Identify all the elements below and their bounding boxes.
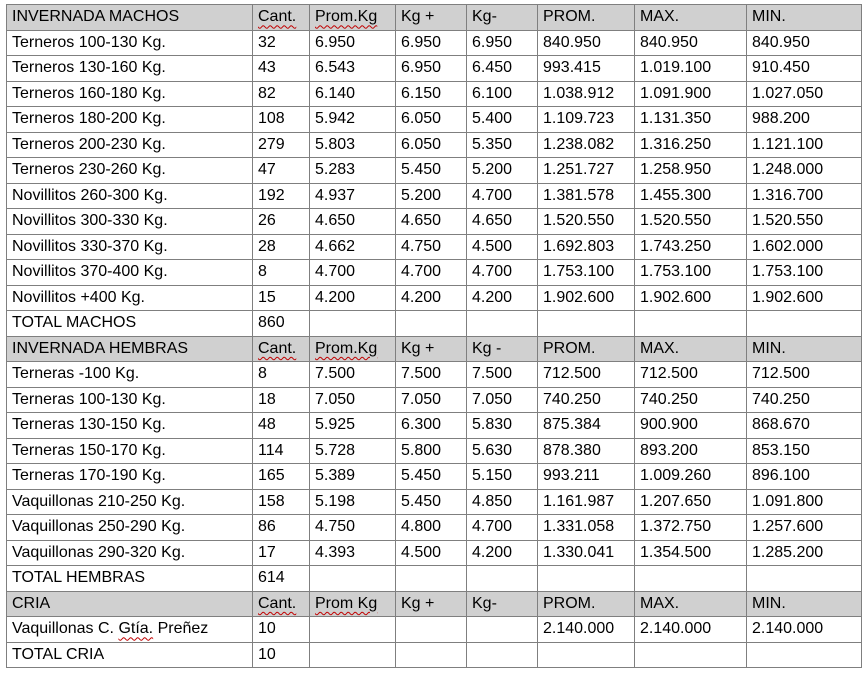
cell-prom-kg: 6.543 [310,56,396,82]
cell-cant: 47 [253,158,310,184]
cell-cant: 10 [253,617,310,643]
cell-prom-kg: 4.937 [310,183,396,209]
column-header-cant-text: Cant. [258,339,297,357]
cell-prom: 1.692.803 [538,234,635,260]
cell-min: 740.250 [747,387,862,413]
total-row [7,642,862,668]
cell-empty [396,311,467,337]
cell-prom: 1.251.727 [538,158,635,184]
row-label: Terneras 130-150 Kg. [7,413,253,439]
column-header-kg-minus: Kg- [467,5,538,31]
cell-kg-minus: 7.500 [467,362,538,388]
cell-max: 740.250 [635,387,747,413]
section-title: INVERNADA HEMBRAS [7,336,253,362]
cell-min: 1.248.000 [747,158,862,184]
cell-empty [747,311,862,337]
cell-kg-minus: 4.650 [467,209,538,235]
cell-min: 1.121.100 [747,132,862,158]
row-label: Terneros 160-180 Kg. [7,81,253,107]
cell-kg-plus: 7.500 [396,362,467,388]
cell-cant: 114 [253,438,310,464]
cell-min: 1.753.100 [747,260,862,286]
section-header-row [7,591,862,617]
cell-prom: 740.250 [538,387,635,413]
cell-min: 910.450 [747,56,862,82]
total-label: TOTAL MACHOS [7,311,253,337]
cell-kg-plus: 6.300 [396,413,467,439]
table-row [7,438,862,464]
cell-empty [467,566,538,592]
column-header-kg-minus: Kg - [467,336,538,362]
cell-kg-plus: 5.800 [396,438,467,464]
cell-max: 840.950 [635,30,747,56]
cell-empty [310,311,396,337]
cell-kg-minus: 4.200 [467,540,538,566]
column-header-prom-kg-text: Prom Kg [315,594,378,612]
cell-prom: 878.380 [538,438,635,464]
cell-empty [396,642,467,668]
cell-kg-plus: 6.050 [396,107,467,133]
cell-prom: 1.753.100 [538,260,635,286]
cell-kg-minus: 4.700 [467,260,538,286]
row-label: Vaquillonas 250-290 Kg. [7,515,253,541]
cell-prom-kg: 6.140 [310,81,396,107]
cell-kg-minus: 5.350 [467,132,538,158]
cell-kg-minus: 4.500 [467,234,538,260]
cell-prom-kg: 4.700 [310,260,396,286]
cell-empty [538,566,635,592]
row-label-part: Vaquillonas C. [12,620,119,638]
row-label: Vaquillonas 210-250 Kg. [7,489,253,515]
table-row [7,540,862,566]
column-header-max: MAX. [635,591,747,617]
cell-prom-kg: 5.803 [310,132,396,158]
cattle-price-table [6,4,862,668]
cell-kg-plus: 5.450 [396,158,467,184]
cell-prom-kg: 4.200 [310,285,396,311]
total-value: 10 [253,642,310,668]
cell-prom-kg: 5.942 [310,107,396,133]
cell-prom-kg: 4.750 [310,515,396,541]
cell-kg-plus: 4.800 [396,515,467,541]
cell-max: 1.207.650 [635,489,747,515]
document-page [6,4,862,668]
cell-kg-plus: 5.200 [396,183,467,209]
cell-kg-plus: 6.950 [396,30,467,56]
cell-empty [538,642,635,668]
cell-cant: 26 [253,209,310,235]
cell-cant: 17 [253,540,310,566]
cell-max: 1.316.250 [635,132,747,158]
column-header-prom-kg [310,336,396,362]
cell-empty [310,566,396,592]
column-header-min: MIN. [747,5,862,31]
cell-kg-minus: 5.830 [467,413,538,439]
column-header-kg-plus: Kg + [396,5,467,31]
row-label: Terneras 150-170 Kg. [7,438,253,464]
column-header-prom-kg-text: Prom.Kg [315,8,378,26]
row-label [7,617,253,643]
table-row [7,387,862,413]
column-header-cant-text: Cant. [258,8,297,26]
row-label: Terneras -100 Kg. [7,362,253,388]
table-row [7,132,862,158]
total-value: 614 [253,566,310,592]
cell-max: 1.520.550 [635,209,747,235]
cell-prom: 1.161.987 [538,489,635,515]
total-label: TOTAL HEMBRAS [7,566,253,592]
column-header-min: MIN. [747,336,862,362]
cell-min: 1.902.600 [747,285,862,311]
cell-kg-minus: 5.150 [467,464,538,490]
column-header-kg-minus: Kg- [467,591,538,617]
table-row [7,285,862,311]
table-row [7,489,862,515]
cell-prom: 1.238.082 [538,132,635,158]
cell-kg-minus: 4.200 [467,285,538,311]
section-title: INVERNADA MACHOS [7,5,253,31]
table-row [7,464,862,490]
cell-cant: 158 [253,489,310,515]
cell-cant: 82 [253,81,310,107]
total-value: 860 [253,311,310,337]
cell-kg-minus: 5.400 [467,107,538,133]
cell-cant: 165 [253,464,310,490]
cell-prom: 1.381.578 [538,183,635,209]
cell-min: 1.316.700 [747,183,862,209]
cell-prom-kg: 5.389 [310,464,396,490]
table-row [7,234,862,260]
cell-prom: 1.038.912 [538,81,635,107]
cell-max: 893.200 [635,438,747,464]
table-row [7,30,862,56]
cell-kg-plus: 4.200 [396,285,467,311]
cell-min: 1.027.050 [747,81,862,107]
cell-prom: 1.902.600 [538,285,635,311]
total-label: TOTAL CRIA [7,642,253,668]
cell-min: 1.285.200 [747,540,862,566]
cell-kg-minus: 7.050 [467,387,538,413]
table-row [7,617,862,643]
cell-prom-kg: 4.662 [310,234,396,260]
row-label: Novillitos 300-330 Kg. [7,209,253,235]
cell-min: 1.257.600 [747,515,862,541]
cell-cant: 43 [253,56,310,82]
column-header-max: MAX. [635,336,747,362]
table-row [7,362,862,388]
cell-kg-plus: 6.150 [396,81,467,107]
row-label-part: Preñez [153,620,209,638]
cell-kg-minus: 4.850 [467,489,538,515]
column-header-cant [253,5,310,31]
cell-empty [396,566,467,592]
row-label: Terneros 100-130 Kg. [7,30,253,56]
cell-min: 840.950 [747,30,862,56]
cell-max: 1.372.750 [635,515,747,541]
cell-prom-kg: 5.728 [310,438,396,464]
cell-min: 868.670 [747,413,862,439]
cell-empty [635,311,747,337]
column-header-max: MAX. [635,5,747,31]
cell-max: 1.258.950 [635,158,747,184]
cell-empty [538,311,635,337]
table-row [7,260,862,286]
cell-max: 1.009.260 [635,464,747,490]
column-header-min: MIN. [747,591,862,617]
cell-kg-minus: 5.200 [467,158,538,184]
cell-prom: 1.331.058 [538,515,635,541]
column-header-prom: PROM. [538,591,635,617]
cell-kg-plus: 5.450 [396,489,467,515]
column-header-cant [253,591,310,617]
cell-kg-plus: 4.750 [396,234,467,260]
cell-max: 1.131.350 [635,107,747,133]
table-row [7,158,862,184]
row-label-part-flagged: Gtía. [118,620,154,638]
cell-min: 853.150 [747,438,862,464]
cell-min: 988.200 [747,107,862,133]
cell-max: 1.753.100 [635,260,747,286]
cell-cant: 28 [253,234,310,260]
row-label: Terneros 180-200 Kg. [7,107,253,133]
column-header-cant [253,336,310,362]
cell-min: 896.100 [747,464,862,490]
table-row [7,209,862,235]
cell-min: 1.091.800 [747,489,862,515]
cell-prom-kg: 5.283 [310,158,396,184]
column-header-prom-kg-text: Prom.Kg [315,339,378,357]
cell-max: 712.500 [635,362,747,388]
row-label: Vaquillonas 290-320 Kg. [7,540,253,566]
row-label: Terneras 170-190 Kg. [7,464,253,490]
total-row [7,311,862,337]
cell-prom: 993.415 [538,56,635,82]
cell-kg-plus-empty [396,617,467,643]
cell-kg-minus: 6.950 [467,30,538,56]
section-title: CRIA [7,591,253,617]
cell-kg-plus: 6.950 [396,56,467,82]
cell-min: 2.140.000 [747,617,862,643]
section-header-row [7,5,862,31]
cell-prom-kg: 5.925 [310,413,396,439]
cell-min: 1.520.550 [747,209,862,235]
row-label: Terneros 230-260 Kg. [7,158,253,184]
cell-prom-kg: 6.950 [310,30,396,56]
cell-cant: 15 [253,285,310,311]
cell-prom: 2.140.000 [538,617,635,643]
cell-empty [467,642,538,668]
cell-kg-minus: 6.450 [467,56,538,82]
cell-prom-kg: 7.050 [310,387,396,413]
column-header-prom-kg [310,591,396,617]
cell-prom-kg: 5.198 [310,489,396,515]
cell-max: 1.743.250 [635,234,747,260]
cell-kg-minus: 5.630 [467,438,538,464]
cell-prom: 712.500 [538,362,635,388]
column-header-prom: PROM. [538,336,635,362]
cell-empty [747,566,862,592]
row-label: Novillitos 330-370 Kg. [7,234,253,260]
cell-cant: 8 [253,362,310,388]
cell-prom: 993.211 [538,464,635,490]
cell-cant: 108 [253,107,310,133]
row-label: Terneras 100-130 Kg. [7,387,253,413]
cell-kg-plus: 6.050 [396,132,467,158]
cell-empty [747,642,862,668]
total-row [7,566,862,592]
cell-max: 1.091.900 [635,81,747,107]
table-row [7,515,862,541]
column-header-cant-text: Cant. [258,594,297,612]
cell-kg-plus: 5.450 [396,464,467,490]
row-label: Terneros 200-230 Kg. [7,132,253,158]
cell-cant: 86 [253,515,310,541]
cell-prom: 1.109.723 [538,107,635,133]
row-label: Novillitos +400 Kg. [7,285,253,311]
cell-cant: 192 [253,183,310,209]
cell-prom-kg-empty [310,617,396,643]
table-row [7,413,862,439]
cell-cant: 279 [253,132,310,158]
column-header-kg-plus: Kg + [396,591,467,617]
cell-empty [635,642,747,668]
table-row [7,183,862,209]
cell-max: 1.354.500 [635,540,747,566]
cell-min: 712.500 [747,362,862,388]
cell-kg-plus: 7.050 [396,387,467,413]
cell-max: 2.140.000 [635,617,747,643]
cell-kg-minus: 6.100 [467,81,538,107]
cell-prom-kg: 4.650 [310,209,396,235]
cell-cant: 48 [253,413,310,439]
cell-prom-kg: 4.393 [310,540,396,566]
table-row [7,56,862,82]
section-header-row [7,336,862,362]
cell-prom: 1.520.550 [538,209,635,235]
cell-max: 1.019.100 [635,56,747,82]
cell-kg-minus: 4.700 [467,183,538,209]
column-header-prom: PROM. [538,5,635,31]
column-header-prom-kg [310,5,396,31]
cell-kg-plus: 4.700 [396,260,467,286]
row-label: Terneros 130-160 Kg. [7,56,253,82]
cell-min: 1.602.000 [747,234,862,260]
cell-cant: 32 [253,30,310,56]
cell-empty [635,566,747,592]
row-label: Novillitos 370-400 Kg. [7,260,253,286]
cell-cant: 18 [253,387,310,413]
cell-prom: 875.384 [538,413,635,439]
cell-max: 1.455.300 [635,183,747,209]
cell-empty [310,642,396,668]
cell-kg-minus: 4.700 [467,515,538,541]
row-label: Novillitos 260-300 Kg. [7,183,253,209]
cell-prom: 1.330.041 [538,540,635,566]
cell-kg-plus: 4.500 [396,540,467,566]
cell-kg-plus: 4.650 [396,209,467,235]
cell-empty [467,311,538,337]
column-header-kg-plus: Kg + [396,336,467,362]
cell-kg-minus-empty [467,617,538,643]
table-row [7,81,862,107]
cell-prom-kg: 7.500 [310,362,396,388]
cell-max: 900.900 [635,413,747,439]
cell-prom: 840.950 [538,30,635,56]
cell-cant: 8 [253,260,310,286]
cell-max: 1.902.600 [635,285,747,311]
table-row [7,107,862,133]
